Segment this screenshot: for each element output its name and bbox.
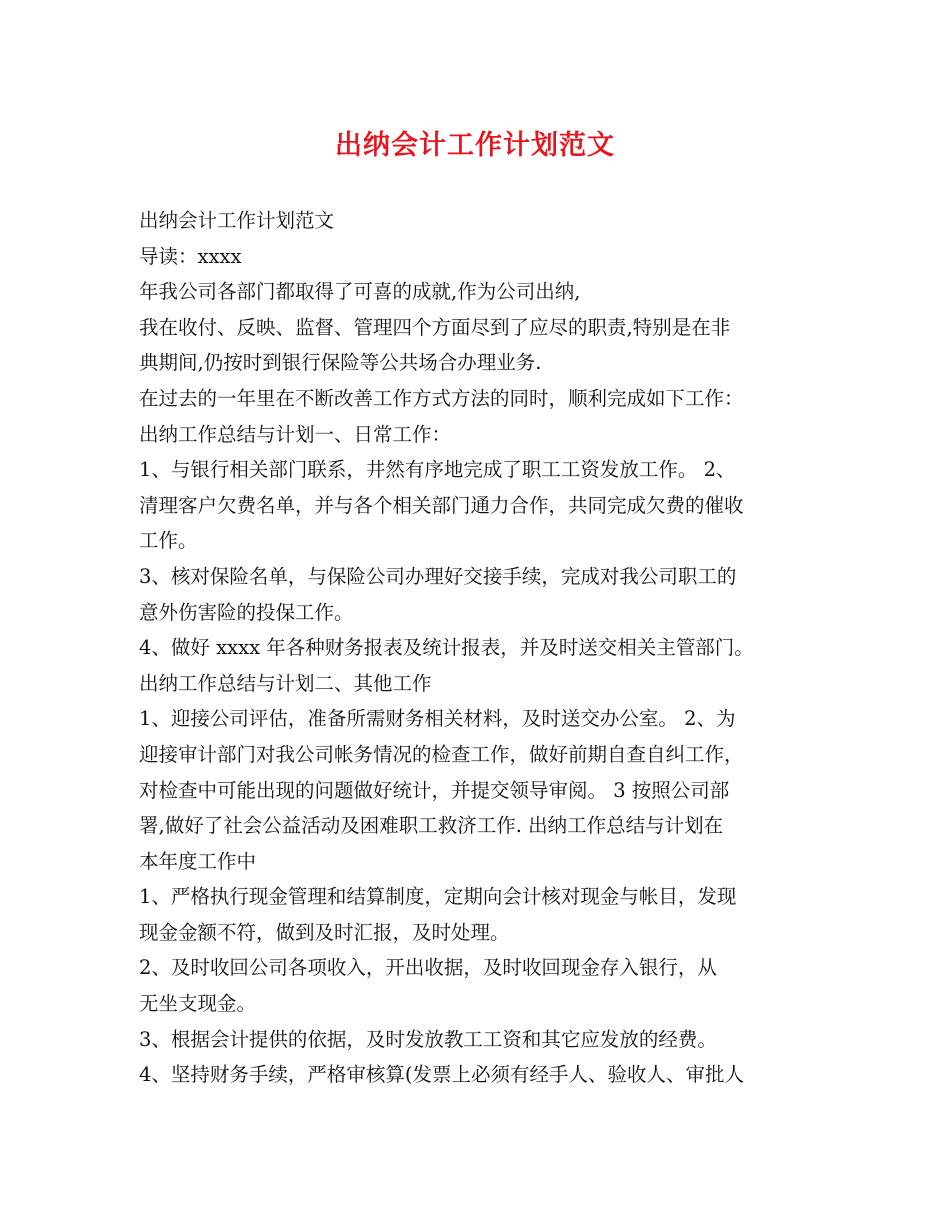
document-title: 出纳会计工作计划范文 <box>335 130 615 161</box>
paragraph-line: 3、核对保险名单，与保险公司办理好交接手续，完成对我公司职工的 <box>139 564 737 588</box>
paragraph-line: 1、严格执行现金管理和结算制度，定期向会计核对现金与帐目，发现 <box>139 885 737 909</box>
paragraph-line: 意外伤害险的投保工作。 <box>139 600 354 624</box>
paragraph-line: 对检查中可能出现的问题做好统计，并提交领导审阅。 3 按照公司部 <box>139 778 730 802</box>
paragraph-line: 导读：xxxx <box>139 244 242 268</box>
paragraph-line: 无坐支现金。 <box>139 992 257 1016</box>
paragraph-line: 2、及时收回公司各项收入，开出收据，及时收回现金存入银行，从 <box>139 956 717 980</box>
paragraph-line: 4、做好 xxxx 年各种财务报表及统计报表，并及时送交相关主管部门。 <box>139 636 754 660</box>
paragraph-line: 年我公司各部门都取得了可喜的成就,作为公司出纳, <box>139 280 581 304</box>
paragraph-line: 典期间,仍按时到银行保险等公共场合办理业务. <box>139 351 542 375</box>
section-heading: 出纳工作总结与计划二、其他工作 <box>139 671 432 695</box>
paragraph-line: 工作。 <box>139 529 198 553</box>
paragraph-line: 1、与银行相关部门联系，井然有序地完成了职工工资发放工作。 2、 <box>139 458 736 482</box>
paragraph-line: 现金金额不符，做到及时汇报，及时处理。 <box>139 920 510 944</box>
paragraph-line: 我在收付、反映、监督、管理四个方面尽到了应尽的职责,特别是在非 <box>139 315 731 339</box>
paragraph-line: 出纳会计工作计划范文 <box>139 209 335 232</box>
paragraph-line: 清理客户欠费名单，并与各个相关部门通力合作，共同完成欠费的催收 <box>139 493 744 517</box>
paragraph-line: 署,做好了社会公益活动及困难职工救济工作. 出纳工作总结与计划在 <box>139 814 724 838</box>
document-body <box>139 203 819 1093</box>
paragraph-line: 迎接审计部门对我公司帐务情况的检查工作，做好前期自查自纠工作， <box>139 742 744 766</box>
paragraph-line: 本年度工作中 <box>139 849 257 873</box>
paragraph-line: 1、迎接公司评估，准备所需财务相关材料，及时送交办公室。 2、为 <box>139 707 736 731</box>
paragraph-line: 在过去的一年里在不断改善工作方式方法的同时，顺利完成如下工作： <box>139 386 744 410</box>
section-heading: 出纳工作总结与计划一、日常工作： <box>139 422 452 446</box>
paragraph-line: 4、坚持财务手续，严格审核算(发票上必须有经手人、验收人、审批人 <box>139 1063 745 1087</box>
paragraph-line: 3、根据会计提供的依据，及时发放教工工资和其它应发放的经费。 <box>139 1027 717 1051</box>
